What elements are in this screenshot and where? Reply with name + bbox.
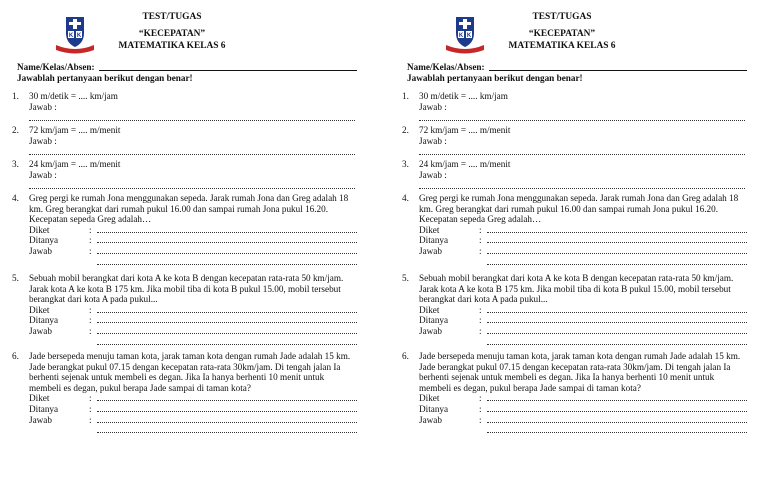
colon: : — [479, 325, 482, 336]
worksheet-topic: “KECEPATAN” — [528, 29, 596, 39]
answer-line[interactable] — [419, 112, 745, 121]
jawab-label: Jawab : — [29, 169, 57, 180]
jawab-line[interactable] — [487, 415, 747, 423]
question-number: 6. — [12, 351, 19, 361]
ditanya-label: Ditanya — [29, 235, 59, 246]
colon: : — [479, 304, 482, 315]
question-number: 4. — [12, 193, 19, 203]
colon: : — [89, 245, 92, 256]
ditanya-label: Ditanya — [29, 315, 59, 326]
diket-line[interactable] — [487, 393, 747, 401]
worksheet-subject: MATEMATIKA KELAS 6 — [508, 41, 616, 51]
diket-line[interactable] — [97, 225, 357, 233]
question-number: 2. — [402, 125, 409, 135]
diket-line[interactable] — [487, 305, 747, 313]
question-text: Jade bersepeda menuju taman kota, jarak taman kota dengan rumah Jade adalah 15 km. Jade berangkat pukul 07.15 dengan kecepatan rata-rata 30km/jam. Di tengah jalan Ia berhenti sejenak untuk membeli es degan. Jika Ia hanya berhenti 10 menit untuk membeli es degan, pukul berapa Jade sampai di taman kota? — [419, 351, 741, 393]
question-number: 2. — [12, 125, 19, 135]
colon: : — [479, 393, 482, 404]
diket-label: Diket — [29, 393, 50, 404]
ditanya-line[interactable] — [487, 315, 747, 323]
jawab-line-continued[interactable] — [97, 337, 357, 345]
diket-label: Diket — [29, 304, 50, 315]
jawab-label: Jawab : — [29, 135, 57, 146]
colon: : — [479, 315, 482, 326]
diket-label: Diket — [29, 224, 50, 235]
colon: : — [89, 304, 92, 315]
question-number: 1. — [12, 91, 19, 101]
colon: : — [479, 414, 482, 425]
worksheet-topic: “KECEPATAN” — [138, 29, 206, 39]
colon: : — [479, 245, 482, 256]
colon: : — [89, 393, 92, 404]
jawab-line[interactable] — [487, 246, 747, 254]
answer-line[interactable] — [29, 146, 355, 155]
question-text: Greg pergi ke rumah Jona menggunakan sepeda. Jarak rumah Jona dan Greg adalah 18 km. Greg berangkat dari rumah pukul 16.00 dan sampai rumah Jona pukul 16.20. Kecepatan sepeda Greg adalah… — [29, 193, 349, 225]
jawab-line[interactable] — [97, 246, 357, 254]
diket-label: Diket — [419, 393, 440, 404]
jawab-line[interactable] — [97, 326, 357, 334]
worksheet-subject: MATEMATIKA KELAS 6 — [118, 41, 226, 51]
name-field — [17, 62, 357, 73]
jawab-label: Jawab : — [29, 101, 57, 112]
name-input-line[interactable] — [489, 62, 747, 71]
ditanya-line[interactable] — [487, 235, 747, 243]
jawab-line-continued[interactable] — [487, 257, 747, 265]
question-text: 30 m/detik = .... km/jam — [419, 91, 508, 101]
question-number: 4. — [402, 193, 409, 203]
jawab-line[interactable] — [97, 415, 357, 423]
name-field — [407, 62, 747, 73]
colon: : — [479, 224, 482, 235]
colon: : — [89, 315, 92, 326]
question-text: Sebuah mobil berangkat dari kota A ke kota B dengan kecepatan rata-rata 50 km/jam. Jarak kota A ke kota B 175 km. Jika mobil tiba di kota B pukul 15.00, mobil tersebut berangkat dari kota A pada pukul... — [29, 273, 344, 305]
jawab-label: Jawab — [29, 414, 52, 425]
diket-line[interactable] — [487, 225, 747, 233]
name-label: Name/Kelas/Absen: — [17, 62, 95, 72]
jawab-line-continued[interactable] — [97, 425, 357, 433]
worksheet-title: TEST/TUGAS — [532, 12, 592, 22]
worksheet-title: TEST/TUGAS — [142, 12, 202, 22]
jawab-line-continued[interactable] — [97, 257, 357, 265]
name-input-line[interactable] — [99, 62, 357, 71]
ditanya-label: Ditanya — [419, 315, 449, 326]
worksheet-right — [402, 0, 762, 489]
colon: : — [89, 325, 92, 336]
question-number: 5. — [402, 273, 409, 283]
name-label: Name/Kelas/Absen: — [407, 62, 485, 72]
jawab-label: Jawab : — [419, 135, 447, 146]
question-text: 30 m/detik = .... km/jam — [29, 91, 118, 101]
instruction: Jawablah pertanyaan berikut dengan benar! — [407, 73, 583, 83]
question-text: 24 km/jam = .... m/menit — [419, 159, 511, 169]
colon: : — [479, 403, 482, 414]
jawab-line[interactable] — [487, 326, 747, 334]
diket-label: Diket — [419, 304, 440, 315]
diket-label: Diket — [419, 224, 440, 235]
answer-line[interactable] — [419, 146, 745, 155]
question-text: Jade bersepeda menuju taman kota, jarak taman kota dengan rumah Jade adalah 15 km. Jade berangkat pukul 07.15 dengan kecepatan rata-rata 30km/jam. Di tengah jalan Ia berhenti sejenak untuk membeli es degan. Jika Ia hanya berhenti 10 menit untuk membeli es degan, pukul berapa Jade sampai di taman kota? — [29, 351, 351, 393]
answer-line[interactable] — [29, 180, 355, 189]
worksheet-left — [12, 0, 372, 489]
diket-line[interactable] — [97, 393, 357, 401]
question-number: 1. — [402, 91, 409, 101]
question-number: 3. — [402, 159, 409, 169]
ditanya-label: Ditanya — [419, 235, 449, 246]
question-text: 72 km/jam = .... m/menit — [29, 125, 121, 135]
ditanya-line[interactable] — [97, 315, 357, 323]
question-number: 5. — [12, 273, 19, 283]
jawab-label: Jawab — [419, 414, 442, 425]
logo-letter-k1: K — [68, 33, 74, 39]
jawab-line-continued[interactable] — [487, 337, 747, 345]
logo-letter-k2: K — [76, 33, 82, 39]
ditanya-label: Ditanya — [419, 403, 449, 414]
question-text: Greg pergi ke rumah Jona menggunakan sepeda. Jarak rumah Jona dan Greg adalah 18 km. Greg berangkat dari rumah pukul 16.00 dan sampai rumah Jona pukul 16.20. Kecepatan sepeda Greg adalah… — [419, 193, 739, 225]
colon: : — [89, 403, 92, 414]
jawab-label: Jawab : — [419, 101, 447, 112]
diket-line[interactable] — [97, 305, 357, 313]
jawab-label: Jawab — [419, 325, 442, 336]
colon: : — [89, 414, 92, 425]
jawab-label: Jawab — [29, 245, 52, 256]
question-number: 6. — [402, 351, 409, 361]
ditanya-label: Ditanya — [29, 403, 59, 414]
question-text: 72 km/jam = .... m/menit — [419, 125, 511, 135]
logo-letter-k1: K — [458, 33, 464, 39]
jawab-label: Jawab — [419, 245, 442, 256]
ditanya-line[interactable] — [97, 404, 357, 412]
colon: : — [479, 235, 482, 246]
answer-line[interactable] — [419, 180, 745, 189]
colon: : — [89, 224, 92, 235]
colon: : — [89, 235, 92, 246]
ditanya-line[interactable] — [487, 404, 747, 412]
question-number: 3. — [12, 159, 19, 169]
jawab-label: Jawab : — [419, 169, 447, 180]
answer-line[interactable] — [29, 112, 355, 121]
jawab-label: Jawab — [29, 325, 52, 336]
ditanya-line[interactable] — [97, 235, 357, 243]
jawab-line-continued[interactable] — [487, 425, 747, 433]
question-text: Sebuah mobil berangkat dari kota A ke kota B dengan kecepatan rata-rata 50 km/jam. Jarak kota A ke kota B 175 km. Jika mobil tiba di kota B pukul 15.00, mobil tersebut berangkat dari kota A pada pukul... — [419, 273, 734, 305]
instruction: Jawablah pertanyaan berikut dengan benar! — [17, 73, 193, 83]
question-text: 24 km/jam = .... m/menit — [29, 159, 121, 169]
logo-letter-k2: K — [466, 33, 472, 39]
